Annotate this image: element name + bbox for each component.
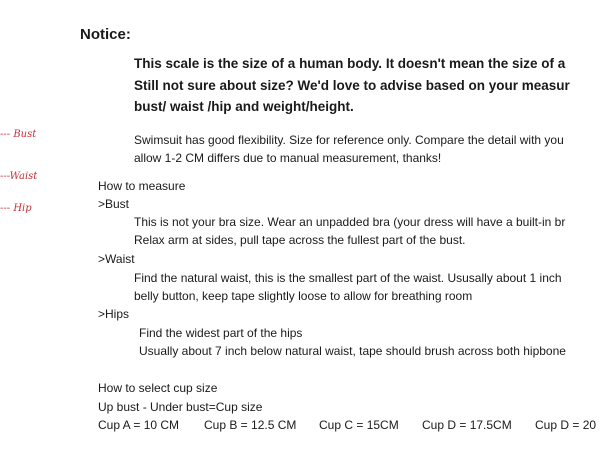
bust-line-2: Relax arm at sides, pull tape across the fullest part of the bust. [134, 233, 466, 247]
notice-title: Notice: [80, 26, 131, 43]
hips-line-2: Usually about 7 inch below natural waist, tape should brush across both hipbone [139, 344, 566, 358]
cup-d: Cup D = 17.5CM [422, 418, 512, 432]
cup-b: Cup B = 12.5 CM [204, 418, 297, 432]
bust-line-1: This is not your bra size. Wear an unpadded bra (your dress will have a built-in br [134, 215, 566, 229]
notice-line-1: This scale is the size of a human body. It doesn't mean the size of a [134, 56, 566, 71]
notice-line-2: Still not sure about size? We'd love to advise based on your measur [134, 78, 570, 93]
swimsuit-note-line-1: Swimsuit has good flexibility. Size for reference only. Compare the detail with you [134, 133, 564, 147]
bust-label: >Bust [98, 197, 130, 211]
side-label-waist: ---Waist [0, 171, 38, 182]
swimsuit-note-line-2: allow 1-2 CM differs due to manual measurement, thanks! [134, 151, 442, 165]
hips-line-1: Find the widest part of the hips [139, 326, 303, 340]
waist-line-2: belly button, keep tape slightly loose to allow for breathing room [134, 289, 473, 303]
waist-label: >Waist [98, 252, 135, 266]
notice-line-3: bust/ waist /hip and weight/height. [134, 99, 354, 114]
how-to-measure-heading: How to measure [98, 179, 186, 193]
waist-line-1: Find the natural waist, this is the smallest part of the waist. Ususally about 1 inch [134, 271, 562, 285]
cup-a: Cup A = 10 CM [98, 418, 180, 432]
hips-label: >Hips [98, 307, 130, 321]
cup-d-20: Cup D = 20 [535, 418, 597, 432]
side-label-hip: --- Hip [0, 203, 32, 214]
cup-c: Cup C = 15CM [319, 418, 399, 432]
cup-size-heading: How to select cup size [98, 381, 218, 395]
cup-size-formula: Up bust - Under bust=Cup size [98, 400, 263, 414]
side-label-bust: --- Bust [0, 129, 37, 140]
